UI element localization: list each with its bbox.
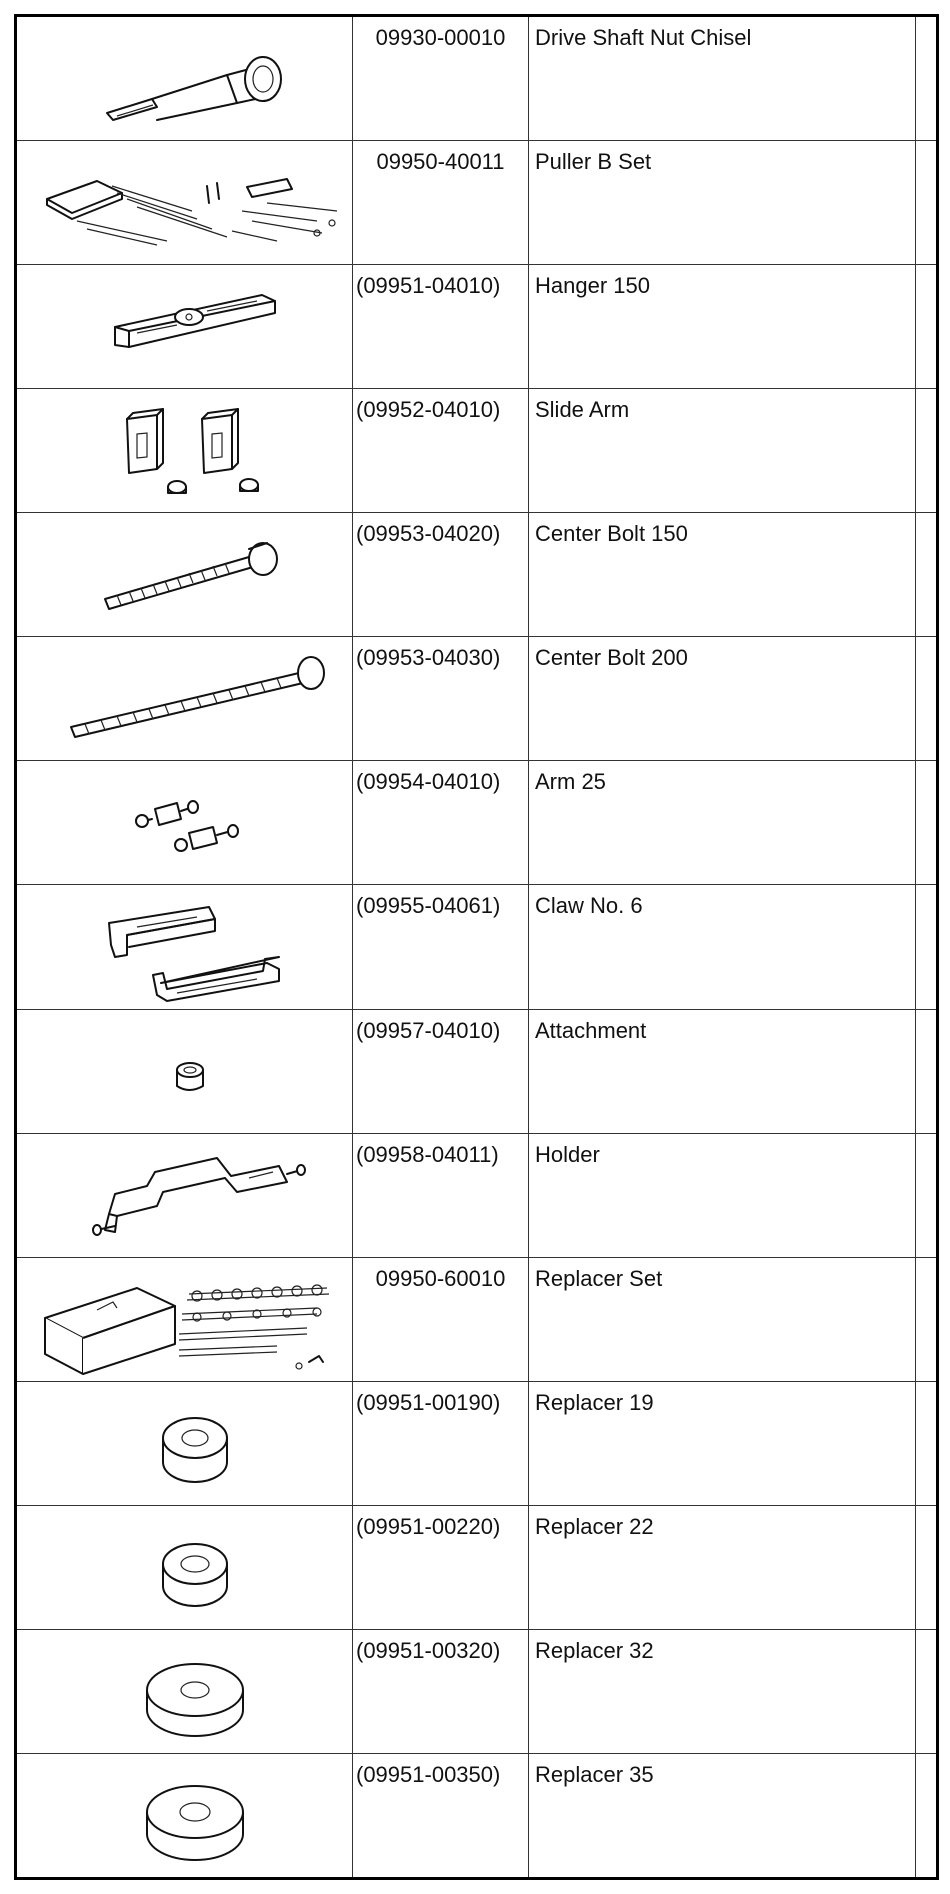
note-cell bbox=[916, 761, 938, 885]
table-row bbox=[16, 1257, 938, 1381]
note-cell bbox=[916, 265, 938, 389]
note-cell bbox=[916, 1629, 938, 1753]
table-row bbox=[16, 513, 938, 637]
part-number: (09958-04011) bbox=[353, 1133, 529, 1257]
tool-name: Center Bolt 150 bbox=[529, 513, 916, 637]
tool-illustration-cell bbox=[16, 1009, 353, 1133]
tool-name: Arm 25 bbox=[529, 761, 916, 885]
tool-name: Replacer 22 bbox=[529, 1505, 916, 1629]
table-row bbox=[16, 1133, 938, 1257]
table-row bbox=[16, 637, 938, 761]
tool-name: Claw No. 6 bbox=[529, 885, 916, 1009]
table-row bbox=[16, 761, 938, 885]
note-cell bbox=[916, 141, 938, 265]
table-row bbox=[16, 1381, 938, 1505]
table-row bbox=[16, 1629, 938, 1753]
part-number: (09953-04030) bbox=[353, 637, 529, 761]
replacer-icon bbox=[17, 1382, 354, 1505]
holder-icon bbox=[17, 1134, 354, 1257]
note-cell bbox=[916, 389, 938, 513]
tool-illustration-cell bbox=[16, 1381, 353, 1505]
claw-icon bbox=[17, 885, 354, 1008]
tool-name: Center Bolt 200 bbox=[529, 637, 916, 761]
table-row bbox=[16, 1009, 938, 1133]
replacer-icon bbox=[17, 1630, 354, 1753]
tool-name: Replacer 19 bbox=[529, 1381, 916, 1505]
tool-illustration-cell bbox=[16, 265, 353, 389]
part-number: (09957-04010) bbox=[353, 1009, 529, 1133]
tool-illustration-cell bbox=[16, 1505, 353, 1629]
part-number: (09954-04010) bbox=[353, 761, 529, 885]
center-bolt-icon bbox=[17, 513, 354, 636]
tool-illustration-cell bbox=[16, 141, 353, 265]
note-cell bbox=[916, 1753, 938, 1878]
tool-name: Replacer Set bbox=[529, 1257, 916, 1381]
table-row bbox=[16, 265, 938, 389]
replacer-set-icon bbox=[17, 1258, 354, 1381]
table-row bbox=[16, 885, 938, 1009]
tool-illustration-cell bbox=[16, 16, 353, 141]
tool-illustration-cell bbox=[16, 1629, 353, 1753]
note-cell bbox=[916, 1257, 938, 1381]
part-number: 09950-60010 bbox=[353, 1257, 529, 1381]
note-cell bbox=[916, 1133, 938, 1257]
table-row bbox=[16, 141, 938, 265]
part-number: (09953-04020) bbox=[353, 513, 529, 637]
special-service-tools-table bbox=[14, 14, 939, 1880]
center-bolt-long-icon bbox=[17, 637, 354, 760]
hanger-icon bbox=[17, 265, 354, 388]
note-cell bbox=[916, 1009, 938, 1133]
note-cell bbox=[916, 1381, 938, 1505]
part-number: 09950-40011 bbox=[353, 141, 529, 265]
part-number: (09951-00190) bbox=[353, 1381, 529, 1505]
tool-name: Slide Arm bbox=[529, 389, 916, 513]
part-number: (09951-04010) bbox=[353, 265, 529, 389]
part-number: 09930-00010 bbox=[353, 16, 529, 141]
table-row bbox=[16, 1753, 938, 1878]
tool-name: Replacer 35 bbox=[529, 1753, 916, 1878]
replacer-icon bbox=[17, 1754, 354, 1877]
tool-illustration-cell bbox=[16, 761, 353, 885]
table-row bbox=[16, 1505, 938, 1629]
tool-name: Puller B Set bbox=[529, 141, 916, 265]
replacer-icon bbox=[17, 1506, 354, 1629]
note-cell bbox=[916, 885, 938, 1009]
tool-illustration-cell bbox=[16, 1753, 353, 1878]
table-row bbox=[16, 389, 938, 513]
tool-name: Hanger 150 bbox=[529, 265, 916, 389]
tool-illustration-cell bbox=[16, 637, 353, 761]
part-number: (09951-00320) bbox=[353, 1629, 529, 1753]
tool-illustration-cell bbox=[16, 1133, 353, 1257]
note-cell bbox=[916, 513, 938, 637]
tool-illustration-cell bbox=[16, 513, 353, 637]
note-cell bbox=[916, 637, 938, 761]
note-cell bbox=[916, 1505, 938, 1629]
slide-arm-icon bbox=[17, 389, 354, 512]
part-number: (09951-00350) bbox=[353, 1753, 529, 1878]
part-number: (09952-04010) bbox=[353, 389, 529, 513]
arm-icon bbox=[17, 761, 354, 884]
puller-set-icon bbox=[17, 141, 354, 264]
chisel-icon bbox=[17, 17, 354, 140]
part-number: (09951-00220) bbox=[353, 1505, 529, 1629]
tool-name: Attachment bbox=[529, 1009, 916, 1133]
tool-illustration-cell bbox=[16, 1257, 353, 1381]
note-cell bbox=[916, 16, 938, 141]
tool-name: Holder bbox=[529, 1133, 916, 1257]
table-row bbox=[16, 16, 938, 141]
tool-name: Drive Shaft Nut Chisel bbox=[529, 16, 916, 141]
tool-illustration-cell bbox=[16, 885, 353, 1009]
part-number: (09955-04061) bbox=[353, 885, 529, 1009]
attachment-icon bbox=[17, 1010, 354, 1133]
tool-name: Replacer 32 bbox=[529, 1629, 916, 1753]
tool-illustration-cell bbox=[16, 389, 353, 513]
